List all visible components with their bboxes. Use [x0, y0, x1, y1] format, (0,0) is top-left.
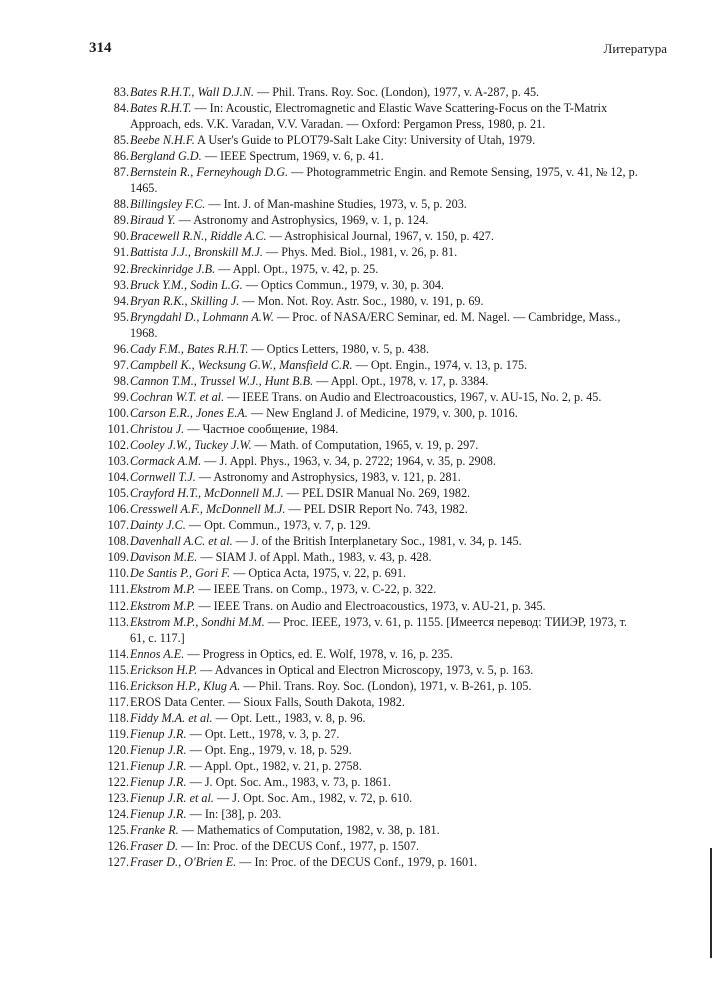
reference-authors: Bernstein R., Ferneyhough D.G.	[130, 165, 289, 180]
reference-details: — Int. J. of Man-mashine Studies, 1973, v. 5, p. 203.	[205, 197, 467, 212]
reference-details: — IEEE Trans. on Audio and Electroacoustics, 1967, v. AU-15, No. 2, p. 45.	[224, 389, 602, 404]
reference-item	[102, 453, 644, 469]
reference-number: 98.	[113, 373, 129, 388]
reference-details: — In: [38], p. 203.	[186, 807, 282, 822]
reference-details: — Progress in Optics, ed. E. Wolf, 1978, v. 16, p. 235.	[184, 646, 453, 661]
reference-details: — Opt. Eng., 1979, v. 18, p. 529.	[186, 742, 352, 757]
reference-item	[102, 148, 644, 164]
reference-authors: Fiddy M.A. et al.	[130, 710, 213, 725]
reference-details: — In: Proc. of the DECUS Conf., 1979, p. 1601.	[236, 855, 478, 870]
reference-details: — J. Opt. Soc. Am., 1983, v. 73, p. 1861.	[186, 775, 391, 790]
reference-item	[102, 646, 644, 662]
reference-item	[102, 614, 644, 646]
reference-details: — Proc. of NASA/ERC Seminar, ed. M. Nagel. — Cambridge, Mass., 1968.	[130, 309, 621, 340]
reference-authors: Cornwell T.J.	[130, 470, 196, 485]
reference-authors: Bracewell R.N., Riddle A.C.	[130, 229, 267, 244]
reference-authors: Bryan R.K., Skilling J.	[130, 293, 240, 308]
reference-details: — In: Proc. of the DECUS Conf., 1977, p. 1507.	[178, 839, 420, 854]
reference-number: 107.	[107, 518, 129, 533]
reference-authors: Franke R.	[130, 823, 179, 838]
reference-authors: Fraser D., O'Brien E.	[130, 855, 237, 870]
reference-authors: Cooley J.W., Tuckey J.W.	[130, 438, 252, 453]
reference-item	[102, 196, 644, 212]
reference-authors: Bryngdahl D., Lohmann A.W.	[130, 309, 274, 324]
reference-item	[102, 565, 644, 581]
reference-details: — Math. of Computation, 1965, v. 19, p. 297.	[251, 438, 479, 453]
page-number: 314	[89, 40, 112, 56]
reference-item	[102, 164, 644, 196]
reference-authors: Cormack A.M.	[130, 454, 202, 469]
reference-authors: Fienup J.R.	[130, 775, 187, 790]
reference-number: 89.	[113, 213, 129, 228]
reference-details: — PEL DSIR Report No. 743, 1982.	[285, 502, 468, 517]
reference-number: 88.	[113, 197, 129, 212]
reference-number: 85.	[113, 133, 129, 148]
reference-number: 86.	[113, 149, 129, 164]
reference-number: 97.	[113, 357, 129, 372]
reference-number: 83.	[113, 85, 129, 99]
reference-item	[102, 293, 644, 309]
reference-authors: Cochran W.T. et al.	[130, 389, 225, 404]
reference-details: — Astrophisical Journal, 1967, v. 150, p. 427.	[266, 229, 494, 244]
reference-item	[102, 309, 644, 341]
reference-details: — J. Opt. Soc. Am., 1982, v. 72, p. 610.	[213, 791, 413, 806]
reference-number: 92.	[113, 261, 129, 276]
reference-item	[102, 694, 644, 710]
reference-authors: Cady F.M., Bates R.H.T.	[130, 341, 249, 356]
reference-details: — Mathematics of Computation, 1982, v. 38, p. 181.	[178, 823, 440, 838]
reference-item	[102, 132, 644, 148]
reference-number: 93.	[113, 277, 129, 292]
reference-authors: Breckinridge J.B.	[130, 261, 216, 276]
reference-item	[102, 598, 644, 614]
reference-details: — New England J. of Medicine, 1979, v. 300, p. 1016.	[247, 405, 518, 420]
reference-number: 100.	[107, 405, 129, 420]
reference-number: 106.	[107, 502, 129, 517]
reference-authors: Erickson H.P.	[130, 662, 198, 677]
reference-details: — Advances in Optical and Electron Microscopy, 1973, v. 5, p. 163.	[197, 662, 534, 677]
reference-item	[102, 790, 644, 806]
reference-details: — Optics Letters, 1980, v. 5, p. 438.	[248, 341, 430, 356]
reference-authors: De Santis P., Gori F.	[130, 566, 231, 581]
reference-number: 120.	[107, 742, 129, 757]
reference-number: 111.	[108, 582, 129, 597]
reference-details: — Phil. Trans. Roy. Soc. (London), 1977, v. A-287, p. 45.	[253, 85, 540, 99]
reference-authors: Christou J.	[130, 421, 185, 436]
reference-item	[102, 228, 644, 244]
reference-number: 121.	[107, 758, 129, 773]
reference-number: 104.	[107, 470, 129, 485]
reference-item	[102, 581, 644, 597]
reference-authors: Dainty J.C.	[130, 518, 186, 533]
reference-item	[102, 341, 644, 357]
reference-number: 109.	[107, 550, 129, 565]
page-header	[89, 40, 667, 60]
reference-item	[102, 373, 644, 389]
reference-number: 123.	[107, 791, 129, 806]
reference-details: — Optics Commun., 1979, v. 30, p. 304.	[242, 277, 444, 292]
reference-number: 95.	[113, 309, 129, 324]
reference-authors: Bergland G.D.	[130, 149, 202, 164]
reference-item	[102, 726, 644, 742]
reference-details: — Частное сообщение, 1984.	[184, 421, 339, 436]
reference-details: — Appl. Opt., 1975, v. 42, p. 25.	[215, 261, 379, 276]
reference-number: 125.	[107, 823, 129, 838]
reference-number: 91.	[113, 245, 129, 260]
reference-details: EROS Data Center. — Sioux Falls, South Dakota, 1982.	[130, 694, 405, 709]
reference-number: 118.	[108, 710, 129, 725]
reference-item	[102, 742, 644, 758]
reference-authors: Ekstrom M.P.	[130, 582, 196, 597]
reference-item	[102, 357, 644, 373]
reference-details: — In: Acoustic, Electromagnetic and Elastic Wave Scattering-Focus on the T-Matrix Approach, eds. V.K. Varadan, V.V. Varadan. — Oxford: Pergamon Press, 1980, p. 21.	[130, 101, 608, 132]
reference-number: 119.	[108, 726, 129, 741]
reference-details: — J. of the British Interplanetary Soc., 1981, v. 34, p. 145.	[232, 534, 522, 549]
reference-authors: Ennos A.E.	[130, 646, 185, 661]
reference-authors: Bates R.H.T.	[130, 101, 192, 116]
reference-details: — Opt. Lett., 1978, v. 3, p. 27.	[186, 726, 340, 741]
reference-item	[102, 437, 644, 453]
reference-item	[102, 389, 644, 405]
reference-details: — Appl. Opt., 1978, v. 17, p. 3384.	[313, 373, 489, 388]
reference-authors: Bates R.H.T., Wall D.J.N.	[130, 85, 254, 99]
reference-authors: Ekstrom M.P.	[130, 598, 196, 613]
reference-number: 126.	[107, 839, 129, 854]
reference-number: 87.	[113, 165, 129, 180]
reference-item	[102, 421, 644, 437]
reference-number: 102.	[107, 438, 129, 453]
reference-details: — Phil. Trans. Roy. Soc. (London), 1971, v. B-261, p. 105.	[240, 678, 532, 693]
reference-item	[102, 806, 644, 822]
reference-item	[102, 710, 644, 726]
reference-item	[102, 84, 644, 100]
reference-details: — Proc. IEEE, 1973, v. 61, p. 1155. [Имеется перевод: ТИИЭР, 1973, т. 61, с. 117.]	[130, 614, 628, 645]
reference-authors: Erickson H.P., Klug A.	[130, 678, 241, 693]
reference-number: 127.	[107, 855, 129, 870]
reference-details: — Optica Acta, 1975, v. 22, p. 691.	[230, 566, 407, 581]
reference-item	[102, 549, 644, 565]
reference-authors: Ekstrom M.P., Sondhi M.M.	[130, 614, 265, 629]
reference-details: — Mon. Not. Roy. Astr. Soc., 1980, v. 191, p. 69.	[239, 293, 484, 308]
reference-number: 124.	[107, 807, 129, 822]
running-title: Литература	[603, 41, 667, 56]
reference-details: — Appl. Opt., 1982, v. 21, p. 2758.	[186, 758, 362, 773]
reference-number: 101.	[107, 421, 129, 436]
reference-details: — IEEE Trans. on Comp., 1973, v. C-22, p. 322.	[195, 582, 437, 597]
reference-details: — Astronomy and Astrophysics, 1983, v. 121, p. 281.	[195, 470, 461, 485]
reference-number: 103.	[107, 454, 129, 469]
reference-number: 115.	[108, 662, 129, 677]
reference-item	[102, 838, 644, 854]
reference-authors: Fienup J.R.	[130, 726, 187, 741]
reference-authors: Davenhall A.C. et al.	[130, 534, 233, 549]
reference-item	[102, 774, 644, 790]
reference-details: — IEEE Trans. on Audio and Electroacoustics, 1973, v. AU-21, p. 345.	[195, 598, 546, 613]
reference-details: — IEEE Spectrum, 1969, v. 6, p. 41.	[201, 149, 384, 164]
reference-item	[102, 485, 644, 501]
reference-item	[102, 517, 644, 533]
reference-authors: Campbell K., Wecksung G.W., Mansfield C.R.	[130, 357, 353, 372]
reference-item	[102, 822, 644, 838]
reference-item	[102, 405, 644, 421]
reference-number: 122.	[107, 775, 129, 790]
reference-number: 96.	[113, 341, 129, 356]
reference-item	[102, 244, 644, 260]
reference-details: — Opt. Lett., 1983, v. 8, p. 96.	[212, 710, 366, 725]
reference-item	[102, 678, 644, 694]
reference-authors: Fienup J.R.	[130, 758, 187, 773]
reference-number: 90.	[113, 229, 129, 244]
reference-item	[102, 501, 644, 517]
reference-details: — SIAM J. of Appl. Math., 1983, v. 43, p. 428.	[197, 550, 432, 565]
reference-item	[102, 261, 644, 277]
reference-authors: Carson E.R., Jones E.A.	[130, 405, 248, 420]
reference-authors: Cresswell A.F., McDonnell M.J.	[130, 502, 286, 517]
reference-authors: Fienup J.R.	[130, 807, 187, 822]
reference-number: 108.	[107, 534, 129, 549]
reference-details: — Opt. Engin., 1974, v. 13, p. 175.	[352, 357, 528, 372]
reference-details: — Opt. Commun., 1973, v. 7, p. 129.	[185, 518, 371, 533]
reference-details: — J. Appl. Phys., 1963, v. 34, p. 2722; 1964, v. 35, p. 2908.	[201, 454, 496, 469]
reference-number: 94.	[113, 293, 129, 308]
reference-item	[102, 854, 644, 870]
reference-authors: Beebe N.H.F.	[130, 133, 195, 148]
reference-number: 113.	[108, 614, 129, 629]
reference-number: 116.	[108, 678, 129, 693]
reference-details: — Astronomy and Astrophysics, 1969, v. 1, p. 124.	[175, 213, 429, 228]
reference-authors: Battista J.J., Bronskill M.J.	[130, 245, 263, 260]
reference-item	[102, 100, 644, 132]
reference-authors: Cannon T.M., Trussel W.J., Hunt B.B.	[130, 373, 314, 388]
reference-authors: Bruck Y.M., Sodin L.G.	[130, 277, 243, 292]
reference-details: — PEL DSIR Manual No. 269, 1982.	[283, 486, 471, 501]
reference-item	[102, 212, 644, 228]
reference-item	[102, 758, 644, 774]
reference-number: 105.	[107, 486, 129, 501]
reference-authors: Fienup J.R.	[130, 742, 187, 757]
reference-number: 114.	[108, 646, 129, 661]
reference-number: 99.	[113, 389, 129, 404]
reference-item	[102, 469, 644, 485]
reference-number: 110.	[108, 566, 129, 581]
reference-authors: Fraser D.	[130, 839, 179, 854]
reference-authors: Billingsley F.C.	[130, 197, 206, 212]
reference-item	[102, 533, 644, 549]
reference-details: A User's Guide to PLOT79-Salt Lake City: University of Utah, 1979.	[194, 133, 536, 148]
reference-number: 84.	[113, 101, 129, 116]
reference-item	[102, 277, 644, 293]
reference-details: — Photogrammetric Engin. and Remote Sensing, 1975, v. 41, № 12, p. 1465.	[130, 165, 638, 196]
reference-number: 112.	[108, 598, 129, 613]
reference-authors: Biraud Y.	[130, 213, 176, 228]
reference-authors: Fienup J.R. et al.	[130, 791, 214, 806]
reference-details: — Phys. Med. Biol., 1981, v. 26, p. 81.	[262, 245, 458, 260]
reference-number: 117.	[108, 694, 129, 709]
reference-authors: Crayford H.T., McDonnell M.J.	[130, 486, 284, 501]
reference-authors: Davison M.E.	[130, 550, 198, 565]
reference-item	[102, 662, 644, 678]
reference-list	[102, 84, 644, 870]
